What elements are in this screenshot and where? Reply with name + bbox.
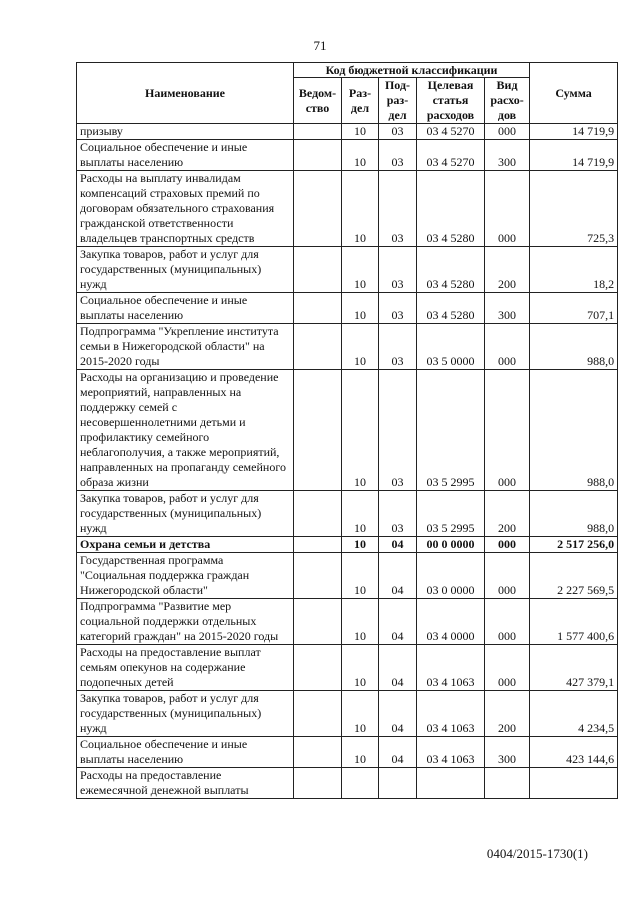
sum-cell: 2 517 256,0	[530, 537, 618, 553]
target-cell: 03 5 2995	[417, 491, 485, 537]
razdel-cell: 10	[342, 247, 379, 293]
name-cell: Закупка товаров, работ и услуг для государственных (муниципальных) нужд	[77, 491, 294, 537]
table-row	[77, 247, 618, 293]
razdel-cell: 10	[342, 370, 379, 491]
sum-cell: 988,0	[530, 491, 618, 537]
name-cell: Социальное обеспечение и иные выплаты населению	[77, 140, 294, 171]
podrazdel-cell: 03	[379, 324, 417, 370]
header-sum: Сумма	[530, 63, 618, 124]
name-cell: Подпрограмма "Укрепление института семьи в Нижегородской области" на 2015-2020 годы	[77, 324, 294, 370]
header-code-group: Код бюджетной классификации	[294, 63, 530, 78]
table-row	[77, 691, 618, 737]
sum-cell: 18,2	[530, 247, 618, 293]
podrazdel-cell: 04	[379, 691, 417, 737]
vid-cell: 000	[485, 324, 530, 370]
header-vedom: Ведом-ство	[294, 78, 342, 124]
table-row	[77, 737, 618, 768]
razdel-cell: 10	[342, 737, 379, 768]
vid-cell: 000	[485, 553, 530, 599]
razdel-cell: 10	[342, 691, 379, 737]
table-row	[77, 491, 618, 537]
table-row	[77, 599, 618, 645]
razdel-cell: 10	[342, 599, 379, 645]
name-cell: Подпрограмма "Развитие мер социальной поддержки отдельных категорий граждан" на 2015-2020 годы	[77, 599, 294, 645]
target-cell: 03 4 5280	[417, 171, 485, 247]
name-cell: Расходы на выплату инвалидам компенсаций страховых премий по договорам обязательного страхования гражданской ответственности владельцев транспортных средств	[77, 171, 294, 247]
table-body	[77, 124, 618, 799]
target-cell: 03 4 5280	[417, 293, 485, 324]
podrazdel-cell: 04	[379, 599, 417, 645]
razdel-cell: 10	[342, 171, 379, 247]
name-cell: Закупка товаров, работ и услуг для государственных (муниципальных) нужд	[77, 247, 294, 293]
target-cell	[417, 768, 485, 799]
razdel-cell: 10	[342, 140, 379, 171]
name-cell: Социальное обеспечение и иные выплаты населению	[77, 293, 294, 324]
target-cell: 03 4 1063	[417, 691, 485, 737]
name-cell: Расходы на предоставление ежемесячной денежной выплаты	[77, 768, 294, 799]
razdel-cell: 10	[342, 645, 379, 691]
target-cell: 03 4 1063	[417, 737, 485, 768]
sum-cell	[530, 768, 618, 799]
table-row	[77, 553, 618, 599]
vid-cell: 300	[485, 293, 530, 324]
razdel-cell: 10	[342, 124, 379, 140]
header-target: Целевая статья расходов	[417, 78, 485, 124]
vedom-cell	[294, 691, 342, 737]
table-row	[77, 370, 618, 491]
vedom-cell	[294, 247, 342, 293]
header-razdel: Раз-дел	[342, 78, 379, 124]
table-row	[77, 537, 618, 553]
razdel-cell: 10	[342, 537, 379, 553]
vedom-cell	[294, 124, 342, 140]
table-row	[77, 171, 618, 247]
target-cell: 03 0 0000	[417, 553, 485, 599]
sum-cell: 14 719,9	[530, 124, 618, 140]
vid-cell: 200	[485, 491, 530, 537]
header-name: Наименование	[77, 63, 294, 124]
target-cell: 00 0 0000	[417, 537, 485, 553]
razdel-cell: 10	[342, 553, 379, 599]
vedom-cell	[294, 491, 342, 537]
podrazdel-cell: 03	[379, 370, 417, 491]
podrazdel-cell: 04	[379, 645, 417, 691]
sum-cell: 707,1	[530, 293, 618, 324]
table-row	[77, 645, 618, 691]
name-cell: Государственная программа "Социальная поддержка граждан Нижегородской области"	[77, 553, 294, 599]
vid-cell	[485, 768, 530, 799]
razdel-cell: 10	[342, 491, 379, 537]
target-cell: 03 4 5270	[417, 124, 485, 140]
podrazdel-cell: 03	[379, 293, 417, 324]
vedom-cell	[294, 537, 342, 553]
sum-cell: 14 719,9	[530, 140, 618, 171]
podrazdel-cell: 03	[379, 247, 417, 293]
podrazdel-cell: 03	[379, 171, 417, 247]
sum-cell: 2 227 569,5	[530, 553, 618, 599]
table-row	[77, 768, 618, 799]
sum-cell: 1 577 400,6	[530, 599, 618, 645]
name-cell: Расходы на организацию и проведение мероприятий, направленных на поддержку семей с несовершеннолетними детьми и профилактику семейного неблагополучия, а также мероприятий, направленных на пропаганду семейного образа жизни	[77, 370, 294, 491]
vid-cell: 300	[485, 140, 530, 171]
vid-cell: 000	[485, 537, 530, 553]
vid-cell: 000	[485, 124, 530, 140]
podrazdel-cell: 04	[379, 537, 417, 553]
name-cell: Закупка товаров, работ и услуг для государственных (муниципальных) нужд	[77, 691, 294, 737]
vedom-cell	[294, 171, 342, 247]
podrazdel-cell: 04	[379, 553, 417, 599]
sum-cell: 988,0	[530, 370, 618, 491]
podrazdel-cell: 03	[379, 491, 417, 537]
budget-table	[76, 62, 618, 799]
table-row	[77, 324, 618, 370]
target-cell: 03 4 0000	[417, 599, 485, 645]
vid-cell: 000	[485, 645, 530, 691]
table-row	[77, 140, 618, 171]
vedom-cell	[294, 293, 342, 324]
name-cell: Социальное обеспечение и иные выплаты населению	[77, 737, 294, 768]
target-cell: 03 5 2995	[417, 370, 485, 491]
sum-cell: 423 144,6	[530, 737, 618, 768]
target-cell: 03 4 5280	[417, 247, 485, 293]
vedom-cell	[294, 768, 342, 799]
sum-cell: 988,0	[530, 324, 618, 370]
name-cell: призыву	[77, 124, 294, 140]
target-cell: 03 4 1063	[417, 645, 485, 691]
table-row	[77, 124, 618, 140]
vid-cell: 200	[485, 691, 530, 737]
razdel-cell: 10	[342, 324, 379, 370]
vedom-cell	[294, 737, 342, 768]
sum-cell: 4 234,5	[530, 691, 618, 737]
podrazdel-cell: 03	[379, 140, 417, 171]
vedom-cell	[294, 140, 342, 171]
sum-cell: 427 379,1	[530, 645, 618, 691]
vid-cell: 000	[485, 370, 530, 491]
vedom-cell	[294, 553, 342, 599]
header-podrazdel: Под-раз-дел	[379, 78, 417, 124]
name-cell: Расходы на предоставление выплат семьям опекунов на содержание подопечных детей	[77, 645, 294, 691]
page-number: 71	[313, 38, 327, 53]
razdel-cell: 10	[342, 293, 379, 324]
header-vid: Вид расхо-дов	[485, 78, 530, 124]
razdel-cell	[342, 768, 379, 799]
vid-cell: 300	[485, 737, 530, 768]
podrazdel-cell: 04	[379, 737, 417, 768]
document-code: 0404/2015-1730(1)	[486, 846, 588, 861]
target-cell: 03 5 0000	[417, 324, 485, 370]
table-row	[77, 293, 618, 324]
podrazdel-cell: 03	[379, 124, 417, 140]
vedom-cell	[294, 324, 342, 370]
podrazdel-cell	[379, 768, 417, 799]
vid-cell: 000	[485, 599, 530, 645]
vedom-cell	[294, 599, 342, 645]
vedom-cell	[294, 645, 342, 691]
vedom-cell	[294, 370, 342, 491]
target-cell: 03 4 5270	[417, 140, 485, 171]
sum-cell: 725,3	[530, 171, 618, 247]
name-cell: Охрана семьи и детства	[77, 537, 294, 553]
vid-cell: 200	[485, 247, 530, 293]
vid-cell: 000	[485, 171, 530, 247]
